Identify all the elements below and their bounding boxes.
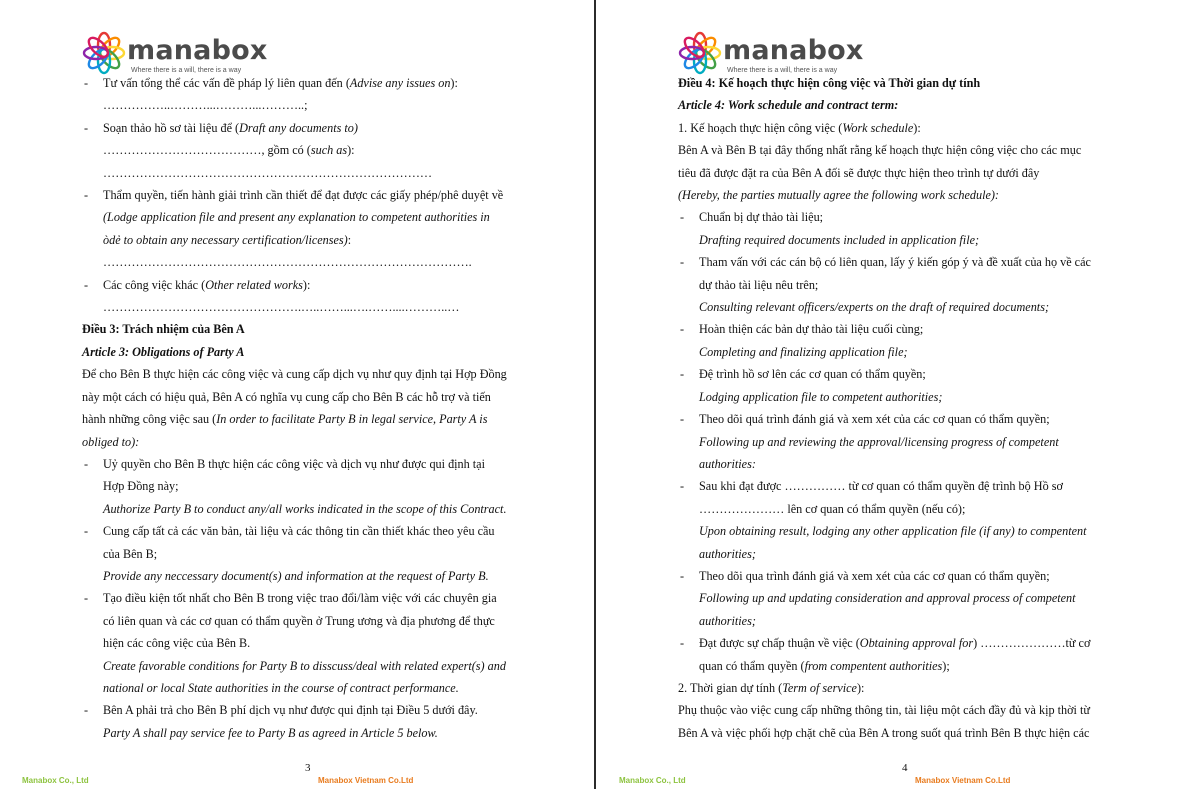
list-item: - Chuẩn bị dự thảo tài liệu; [680,210,824,225]
text-line: quan có thẩm quyền (from compentent authorities); [699,658,950,673]
list-item: - Tạo điều kiện tốt nhất cho Bên B trong việc trao đổi/làm việc với các chuyên gia [84,591,497,606]
text-line: 2. Thời gian dự tính (Term of service): [678,680,865,695]
text-line: này một cách có hiệu quả, Bên A có nghĩa vụ cung cấp cho Bên B các hỗ trợ và tiến [82,389,491,404]
text-line: 1. Kế hoạch thực hiện công việc (Work schedule): [678,120,921,135]
section-heading-en: Article 3: Obligations of Party A [82,344,245,359]
text-line: hành những công việc sau (In order to facilitate Party B in legal service, Party A is [82,412,488,427]
flower-logo-icon [82,31,126,75]
fill-in-line: ……………..………...………...………..; [103,98,308,113]
text-line: Create favorable conditions for Party B to disscuss/deal with related expert(s) and [103,658,506,673]
page-3-body [82,72,552,744]
text-line: ………………… lên cơ quan có thẩm quyền (nếu có); [699,501,966,516]
list-item: - Tham vấn với các cán bộ có liên quan, lấy ý kiến góp ý và đề xuất của họ về các [680,255,1091,270]
list-item: - Các công việc khác (Other related works): [84,277,311,292]
list-item: - Cung cấp tất cả các văn bản, tài liệu và các thông tin cần thiết khác theo yêu cầu [84,524,495,539]
text-line: hiện các công việc của Bên B. [103,636,251,651]
section-heading-en: Article 4: Work schedule and contract term: [678,98,899,113]
text-line: Phụ thuộc vào việc cung cấp những thông tin, tài liệu một cách đầy đủ và kịp thời từ [678,703,1090,718]
footer-company-vn: Manabox Vietnam Co.Ltd [318,776,414,785]
text-line: national or local State authorities in the course of contract performance. [103,680,459,695]
list-item: - Thẩm quyền, tiến hành giải trình cần thiết để đạt được các giấy phép/phê duyệt về [84,188,504,203]
list-item: - Bên A phải trả cho Bên B phí dịch vụ như được qui định tại Điều 5 dưới đây. [84,703,478,718]
text-line: Following up and updating consideration and approval process of competent [699,591,1076,606]
list-item: - Tư vấn tổng thể các vấn đề pháp lý liên quan đến (Advise any issues on): [84,76,458,90]
brand-name: manabox [127,35,268,66]
text-line: authorities; [699,613,756,628]
flower-logo-icon [678,31,722,75]
brand-name: manabox [723,35,864,66]
text-line: Consulting relevant officers/experts on the draft of required documents; [699,300,1049,315]
brand-tagline: Where there is a will, there is a way [131,67,242,74]
text-line: Hợp Đồng này; [103,479,179,494]
text-line: authorities: [699,456,756,471]
fill-in-line: ………………………………………….…..……...….……....………..… [103,300,460,315]
list-item: - Đệ trình hồ sơ lên các cơ quan có thẩm quyền; [680,367,926,382]
text-line: Completing and finalizing application file; [699,344,908,359]
text-line: (Lodge application file and present any explanation to competent authorities in [103,210,490,225]
text-line: Party A shall pay service fee to Party B as agreed in Article 5 below. [103,725,438,740]
list-item: - Đạt được sự chấp thuận về việc (Obtaining approval for) …………………từ cơ [680,636,1091,651]
list-item: - Uỷ quyền cho Bên B thực hiện các công việc và dịch vụ như được qui định tại [84,456,485,471]
text-line: Following up and reviewing the approval/licensing progress of competent [699,434,1059,449]
text-line: Lodging application file to competent authorities; [699,389,943,404]
text-line: òdẻ to obtain any necessary certification/licenses): [103,232,352,247]
text-line: authorities; [699,546,756,561]
list-item: - Theo dõi qua trình đánh giá và xem xét của các cơ quan có thẩm quyền; [680,568,1050,583]
text-line: obliged to): [82,434,140,449]
section-heading: Điều 4: Kế hoạch thực hiện công việc và Thời gian dự tính [678,76,981,90]
fill-in-line: ………………………………………………………………………………. [103,255,472,270]
text-line: Bên A và Bên B tại đây thống nhất rằng kế hoạch thực hiện công việc cho các mục [678,143,1082,158]
fill-in-line: …………………………………, gồm có (such as): [103,143,355,158]
page-4-body [678,72,1138,744]
text-line: tiêu đã được đặt ra của Bên A đối sẽ được thực hiện theo trình tự dưới đây [678,165,1040,180]
text-line: Bên A và việc phối hợp chặt chẽ của Bên A trong suốt quá trình Bên B thực hiện các [678,725,1090,740]
footer-company: Manabox Co., Ltd [22,776,89,785]
fill-in-line: ……………………………………………………………………… [103,165,433,180]
text-line: Để cho Bên B thực hiện các công việc và cung cấp dịch vụ như quy định tại Hợp Đồng [82,367,507,382]
text-line: của Bên B; [103,546,158,561]
text-line: (Hereby, the parties mutually agree the following work schedule): [678,188,999,203]
text-line: Drafting required documents included in application file; [699,232,980,247]
text-line: có liên quan và các cơ quan có thẩm quyền ở Trung ương và địa phương để thực [103,613,495,628]
brand-tagline: Where there is a will, there is a way [727,67,838,74]
footer-company: Manabox Co., Ltd [619,776,686,785]
text-line: dự thảo tài liệu nêu trên; [699,277,819,292]
text-line: Upon obtaining result, lodging any other application file (if any) to compentent [699,524,1087,539]
list-item: - Soạn thảo hồ sơ tài liệu để (Draft any documents to) [84,120,358,135]
section-heading: Điều 3: Trách nhiệm của Bên A [82,322,245,337]
text-line: Authorize Party B to conduct any/all works indicated in the scope of this Contract. [103,501,507,516]
page-number: 3 [305,762,311,774]
text-line: Provide any neccessary document(s) and information at the request of Party B. [103,568,489,583]
footer-company-vn: Manabox Vietnam Co.Ltd [915,776,1011,785]
list-item: - Hoàn thiện các bản dự thảo tài liệu cuối cùng; [680,322,924,337]
page-number: 4 [902,762,908,774]
list-item: - Sau khi đạt được …………… từ cơ quan có thẩm quyền đệ trình bộ Hồ sơ [680,479,1063,494]
document-page-4 [596,0,1187,789]
list-item: - Theo dõi quá trình đánh giá và xem xét của các cơ quan có thẩm quyền; [680,412,1050,427]
